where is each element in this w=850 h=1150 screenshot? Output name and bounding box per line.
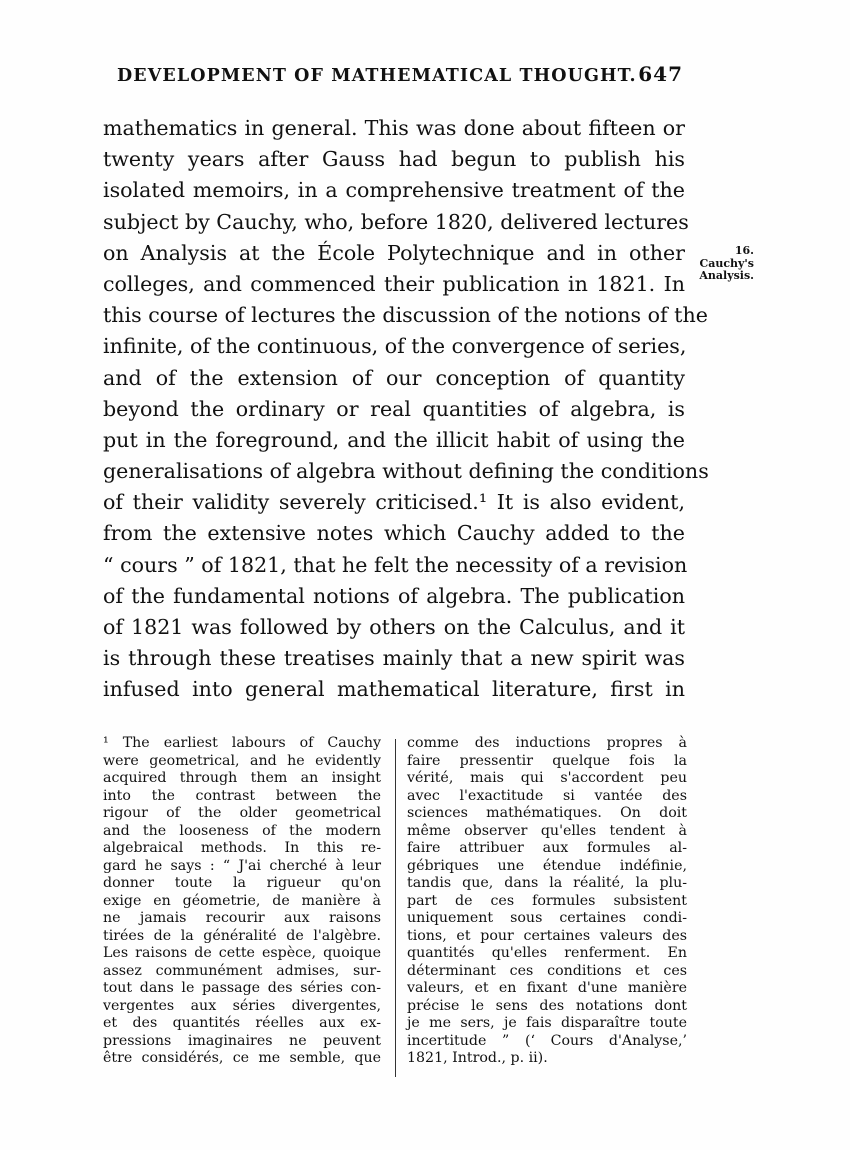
footnote-line: vérité, mais qui s'accordent peu	[407, 770, 687, 786]
footnote-line: ¹ The earliest labours of Cauchy	[103, 735, 381, 751]
footnote-line: rigour of the older geometrical	[103, 805, 381, 821]
text-line: beyond the ordinary or real quantities of algebra, is	[103, 396, 685, 421]
text-line: of their validity severely criticised.¹ It is also evident,	[103, 490, 685, 515]
footnote-line: faire attribuer aux formules al-	[407, 840, 687, 856]
footnote-line: je me sers, je fais disparaître toute	[407, 1015, 687, 1031]
text-line: this course of lectures the discussion of the notions of the	[103, 303, 708, 328]
footnote-line: and the looseness of the modern	[103, 822, 381, 839]
footnote-line: ne jamais recourir aux raisons	[103, 910, 381, 926]
footnote-line: tout dans le passage des séries con-	[103, 980, 381, 996]
footnote-line: exige en géometrie, de manière à	[103, 892, 381, 909]
footnote-line: were geometrical, and he evidently	[103, 752, 381, 769]
text-line: mathematics in general. This was done about fifteen or	[103, 116, 685, 140]
footnote-line: comme des inductions propres à	[407, 735, 687, 751]
text-line: “ cours ” of 1821, that he felt the necessity of a revision	[103, 552, 688, 577]
text-line: subject by Cauchy, who, before 1820, delivered lectures	[103, 209, 689, 234]
marginal-note-line: Analysis.	[699, 269, 754, 282]
footnote-line: Les raisons de cette espèce, quoique	[103, 945, 381, 961]
text-line: generalisations of algebra without defining the conditions	[103, 459, 709, 484]
footnote-line: précise le sens des notations dont	[407, 997, 687, 1014]
text-line: of the fundamental notions of algebra. The publication	[103, 583, 685, 608]
footnote-line: quantités qu'elles renferment. En	[407, 945, 687, 961]
text-line: is through these treatises mainly that a new spirit was	[103, 646, 685, 671]
running-title: DEVELOPMENT OF MATHEMATICAL THOUGHT.	[117, 66, 637, 86]
marginal-note	[690, 245, 754, 283]
footnote-line: into the contrast between the	[103, 787, 381, 804]
marginal-note-line: Cauchy's	[699, 256, 754, 270]
footnote-line: et des quantités réelles aux ex-	[103, 1015, 381, 1031]
text-line: from the extensive notes which Cauchy added to the	[103, 521, 685, 546]
text-line: infinite, of the continuous, of the convergence of series,	[103, 334, 687, 359]
main-text	[103, 113, 709, 706]
text-line: put in the foreground, and the illicit habit of using the	[103, 427, 685, 452]
footnote-line: tions, et pour certaines valeurs des	[407, 927, 687, 944]
text-line: infused into general mathematical literature, first in	[103, 677, 685, 702]
text-line: on Analysis at the École Polytechnique and in other	[103, 240, 685, 265]
footnote-column-right	[407, 735, 687, 1068]
footnote-line: valeurs, et en fixant d'une manière	[407, 980, 687, 996]
footnote-line: même observer qu'elles tendent à	[407, 822, 687, 839]
footnote-line: pressions imaginaires ne peuvent	[103, 1032, 381, 1049]
footnote-line: faire pressentir quelque fois la	[407, 752, 687, 769]
footnote-line: incertitude ” (‘ Cours d'Analyse,’	[407, 1032, 687, 1049]
running-header	[117, 62, 683, 86]
footnote-line: gard he says : “ J'ai cherché à leur	[103, 857, 381, 874]
footnote-column-left	[103, 735, 381, 1068]
footnote-line: assez communément admises, sur-	[103, 962, 381, 979]
text-line: isolated memoirs, in a comprehensive treatment of the	[103, 178, 685, 203]
footnote-line: sciences mathématiques. On doit	[407, 805, 687, 821]
footnote-line: tandis que, dans la réalité, la plu-	[407, 875, 687, 891]
footnote-line: gébriques une étendue indéfinie,	[407, 857, 687, 874]
footnote-line: 1821, Introd., p. ii).	[407, 1050, 548, 1066]
footnote-line: vergentes aux séries divergentes,	[103, 997, 381, 1014]
page-number: 647	[638, 62, 683, 86]
footnote-line: uniquement sous certaines condi-	[407, 910, 687, 926]
text-line: of 1821 was followed by others on the Calculus, and it	[103, 615, 685, 639]
footnote-line: part de ces formules subsistent	[407, 892, 687, 909]
text-line: twenty years after Gauss had begun to publish his	[103, 147, 685, 172]
footnote-line: algebraical methods. In this re-	[103, 840, 381, 856]
footnote-line: avec l'exactitude si vantée des	[407, 787, 687, 804]
footnote-line: déterminant ces conditions et ces	[407, 962, 687, 979]
footnote-column-divider	[395, 739, 396, 1077]
footnote-line: acquired through them an insight	[103, 770, 381, 786]
marginal-note-number: 16.	[734, 244, 754, 257]
footnote-line: tirées de la généralité de l'algèbre.	[103, 927, 381, 944]
footnote-line: donner toute la rigueur qu'on	[103, 875, 381, 891]
footnotes	[103, 735, 685, 1080]
text-line: and of the extension of our conception of quantity	[103, 365, 685, 390]
text-line: colleges, and commenced their publication in 1821. In	[103, 271, 685, 296]
footnote-line: être considérés, ce me semble, que	[103, 1050, 381, 1066]
